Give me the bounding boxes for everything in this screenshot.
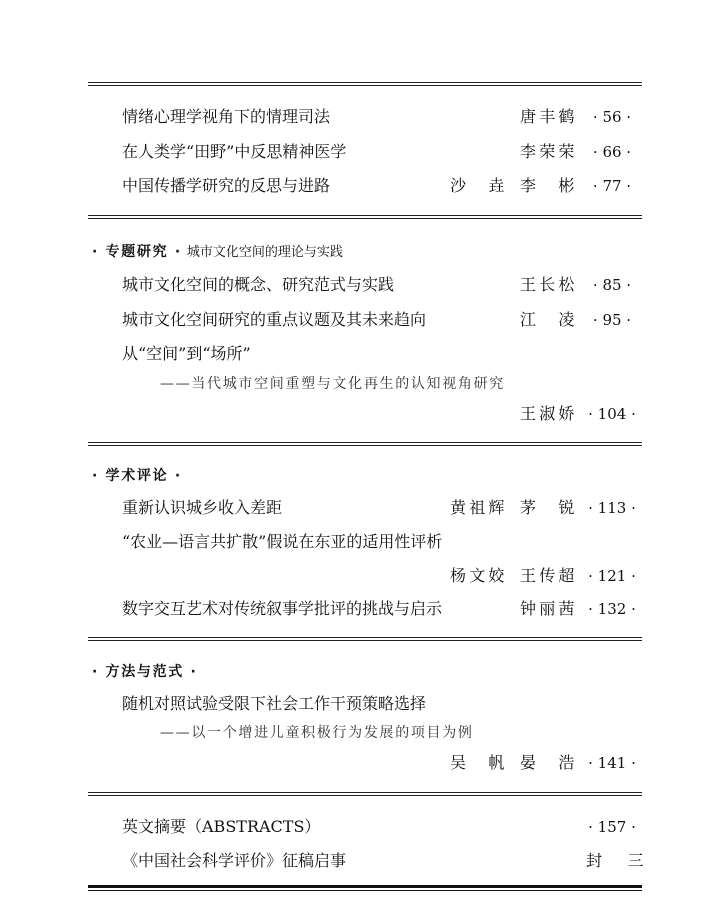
section-heading-xueshu xyxy=(92,464,182,486)
toc-entry-notice[interactable] xyxy=(0,849,710,873)
entry-page: · 77 · xyxy=(592,177,632,195)
entry-author: 王传超 xyxy=(520,566,578,585)
toc-entry-subtitle xyxy=(0,721,710,745)
entry-title[interactable]: 从“空间”到“场所” xyxy=(122,344,251,363)
entry-page: · 157 · xyxy=(588,818,636,836)
entry-author: 吴 帆 xyxy=(450,753,508,772)
section-heading-zhuanti xyxy=(92,240,343,262)
section-rule-top xyxy=(88,82,642,86)
section-rule-3 xyxy=(88,442,642,446)
toc-entry-subtitle xyxy=(0,372,710,396)
entry-author: 李荣荣 xyxy=(520,142,578,161)
entry-author: 钟丽茜 xyxy=(520,599,578,618)
section-subtitle: 城市文化空间的理论与实践 xyxy=(186,245,343,260)
toc-entry-meta xyxy=(0,402,710,426)
entry-author: 李 彬 xyxy=(520,176,578,195)
section-rule-5 xyxy=(88,792,642,796)
toc-entry[interactable] xyxy=(0,597,710,621)
entry-page: · 85 · xyxy=(592,276,632,294)
entry-title[interactable]: 随机对照试验受限下社会工作干预策略选择 xyxy=(122,694,427,713)
toc-entry-abstracts[interactable] xyxy=(0,815,710,839)
entry-title[interactable]: 数字交互艺术对传统叙事学批评的挑战与启示 xyxy=(122,599,443,618)
toc-entry[interactable] xyxy=(0,105,710,129)
entry-author: 杨文姣 xyxy=(450,566,508,585)
entry-author: 黄祖辉 xyxy=(450,498,508,517)
section-label: · 学术评论 · xyxy=(92,468,182,484)
section-rule-4 xyxy=(88,637,642,641)
entry-title[interactable]: 重新认识城乡收入差距 xyxy=(122,498,283,517)
section-rule-2 xyxy=(88,215,642,219)
entry-page: · 95 · xyxy=(592,311,632,329)
entry-page: · 141 · xyxy=(588,754,636,772)
toc-entry[interactable] xyxy=(0,140,710,164)
toc-entry[interactable] xyxy=(0,174,710,198)
entry-author: 晏 浩 xyxy=(520,753,578,772)
entry-title[interactable]: 英文摘要（ABSTRACTS） xyxy=(122,817,321,836)
entry-page: · 132 · xyxy=(588,600,636,618)
toc-entry[interactable] xyxy=(0,308,710,332)
entry-title[interactable]: 中国传播学研究的反思与进路 xyxy=(122,176,331,195)
toc-entry-meta xyxy=(0,564,710,588)
toc-entry[interactable] xyxy=(0,273,710,297)
entry-subtitle: ——以一个增进儿童积极行为发展的项目为例 xyxy=(160,725,474,741)
entry-author: 茅 锐 xyxy=(520,498,578,517)
entry-page: · 104 · xyxy=(588,405,636,423)
section-label: · 方法与范式 · xyxy=(92,664,198,680)
section-label: · 专题研究 · xyxy=(92,244,182,260)
entry-title[interactable]: 情绪心理学视角下的情理司法 xyxy=(122,107,331,126)
entry-author: 王淑娇 xyxy=(520,404,578,423)
entry-title[interactable]: 城市文化空间研究的重点议题及其未来趋向 xyxy=(122,310,427,329)
entry-author: 王长松 xyxy=(520,275,578,294)
toc-entry[interactable] xyxy=(0,342,710,366)
entry-page: · 113 · xyxy=(588,499,636,517)
entry-author: 江 凌 xyxy=(520,310,578,329)
entry-title[interactable]: 城市文化空间的概念、研究范式与实践 xyxy=(122,275,395,294)
entry-page: · 66 · xyxy=(592,143,632,161)
entry-page: · 121 · xyxy=(588,567,636,585)
entry-title[interactable]: “农业—语言共扩散”假说在东亚的适用性评析 xyxy=(122,532,443,551)
section-heading-fangfa xyxy=(92,660,198,682)
toc-entry-meta xyxy=(0,751,710,775)
entry-title[interactable]: 《中国社会科学评价》征稿启事 xyxy=(122,851,347,870)
entry-title[interactable]: 在人类学“田野”中反思精神医学 xyxy=(122,142,347,161)
entry-page: · 56 · xyxy=(592,108,632,126)
entry-author: 唐丰鹤 xyxy=(520,107,578,126)
toc-entry[interactable] xyxy=(0,496,710,520)
entry-author: 沙 垚 xyxy=(450,176,508,195)
toc-entry[interactable] xyxy=(0,530,710,554)
entry-page: 封三 xyxy=(586,851,670,870)
section-rule-bottom xyxy=(88,885,642,891)
entry-subtitle: ——当代城市空间重塑与文化再生的认知视角研究 xyxy=(160,376,505,392)
toc-entry[interactable] xyxy=(0,692,710,716)
